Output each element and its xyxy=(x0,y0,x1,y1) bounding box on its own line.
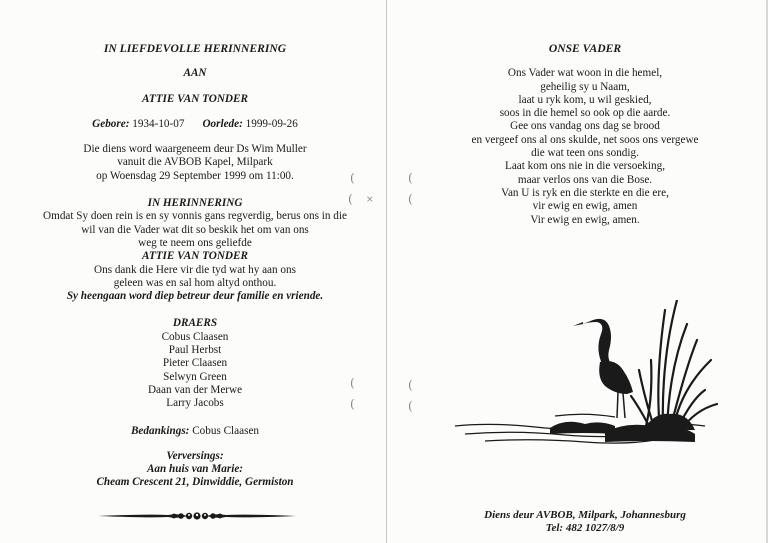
died-group xyxy=(202,118,297,131)
footer xyxy=(440,509,730,535)
thanks-label: Bedankings: xyxy=(130,424,190,437)
service-line: op Woensdag 29 September 1999 om 11:00. xyxy=(96,169,294,182)
thanks-name: Cobus Claasen xyxy=(192,424,260,437)
memoriam-line: wil van die Vader wat dit so beskik het om van ons xyxy=(81,223,309,236)
thanks-line: geleen was en sal hom altyd onthou. xyxy=(113,276,277,289)
service-line: Die diens word waargeneem deur Ds Wim Muller xyxy=(83,143,307,156)
binding-mark: ( xyxy=(408,378,413,392)
memorial-heading: IN LIEFDEVOLLE HERINNERING xyxy=(103,42,287,55)
binding-mark: ( xyxy=(408,399,413,413)
binding-mark: ( xyxy=(408,171,413,185)
memoriam-line: weg te neem ons geliefde xyxy=(138,236,252,249)
prayer-line: Laat kom ons nie in die versoeking, xyxy=(504,160,665,173)
died-label: Oorlede: xyxy=(202,117,243,130)
center-fold xyxy=(386,0,387,543)
prayer-line: Gee ons vandag ons dag se brood xyxy=(510,120,660,133)
born-group xyxy=(92,118,184,131)
bearer-name: Daan van der Merwe xyxy=(147,383,243,396)
aan-label: AAN xyxy=(183,67,207,80)
memoriam-heading: IN HERINNERING xyxy=(147,197,243,210)
prayer-line: Vir ewig en ewig, amen. xyxy=(530,213,640,226)
prayer-title: ONSE VADER xyxy=(548,42,622,55)
memoriam-name: ATTIE VAN TONDER xyxy=(142,250,248,263)
born-label: Gebore: xyxy=(92,117,130,130)
service-line: vanuit die AVBOB Kapel, Milpark xyxy=(117,156,273,169)
prayer-line: Van U is ryk en die sterkte en die ere, xyxy=(501,186,669,199)
refreshments-heading: Verversings: xyxy=(166,449,224,462)
binding-mark: ( xyxy=(350,171,355,185)
bearer-name: Selwyn Green xyxy=(163,370,227,383)
binding-mark: ( xyxy=(350,376,355,390)
deceased-name: ATTIE VAN TONDER xyxy=(142,92,248,105)
prayer-line: laat u ryk kom, u wil geskied, xyxy=(518,93,652,106)
thanks-row xyxy=(40,425,350,438)
prayer-line: en vergeef ons al ons skulde, net soos ons vergewe xyxy=(471,133,699,146)
born-date: 1934-10-07 xyxy=(132,117,185,130)
bearer-name: Cobus Claasen xyxy=(161,330,229,343)
prayer-line: soos in die hemel so ook op die aarde. xyxy=(499,107,671,120)
prayer-line: Ons Vader wat woon in die hemel, xyxy=(507,67,663,80)
died-date: 1999-09-26 xyxy=(245,117,298,130)
prayer-line: vir ewig en ewig, amen xyxy=(532,200,638,213)
prayer-line: geheilig sy u Naam, xyxy=(540,80,630,93)
prayer-line: maar verlos ons van die Bose. xyxy=(517,173,653,186)
bearer-name: Pieter Claasen xyxy=(162,357,228,370)
dates-row xyxy=(40,118,350,131)
heron-silhouette-icon xyxy=(455,300,720,460)
right-page xyxy=(440,42,730,227)
left-page xyxy=(40,42,350,490)
memoriam-line: Omdat Sy doen rein is en sy vonnis gans regverdig, berus ons in die xyxy=(43,210,347,223)
refreshments-address: Cheam Crescent 21, Dinwiddie, Germiston xyxy=(96,476,294,489)
footer-line-phone: Tel: 482 1027/8/9 xyxy=(545,522,625,534)
footer-line-company: Diens deur AVBOB, Milpark, Johannesburg xyxy=(484,509,686,521)
binding-mark: ( xyxy=(408,192,413,206)
refreshments-place: Aan huis van Marie: xyxy=(146,463,244,476)
binding-mark: ( xyxy=(350,397,355,411)
bearer-name: Larry Jacobs xyxy=(166,397,224,410)
thanks-line: Ons dank die Here vir die tyd wat hy aan ons xyxy=(94,263,296,276)
binding-mark: × xyxy=(366,195,374,205)
bead-ornament-icon xyxy=(98,508,296,524)
binding-mark: ( xyxy=(348,192,353,206)
bearer-name: Paul Herbst xyxy=(168,344,222,357)
prayer-line: die wat teen ons sondig. xyxy=(531,147,639,160)
bearers-heading: DRAERS xyxy=(172,317,218,330)
mourned-line: Sy heengaan word diep betreur deur familie en vriende. xyxy=(66,290,324,303)
